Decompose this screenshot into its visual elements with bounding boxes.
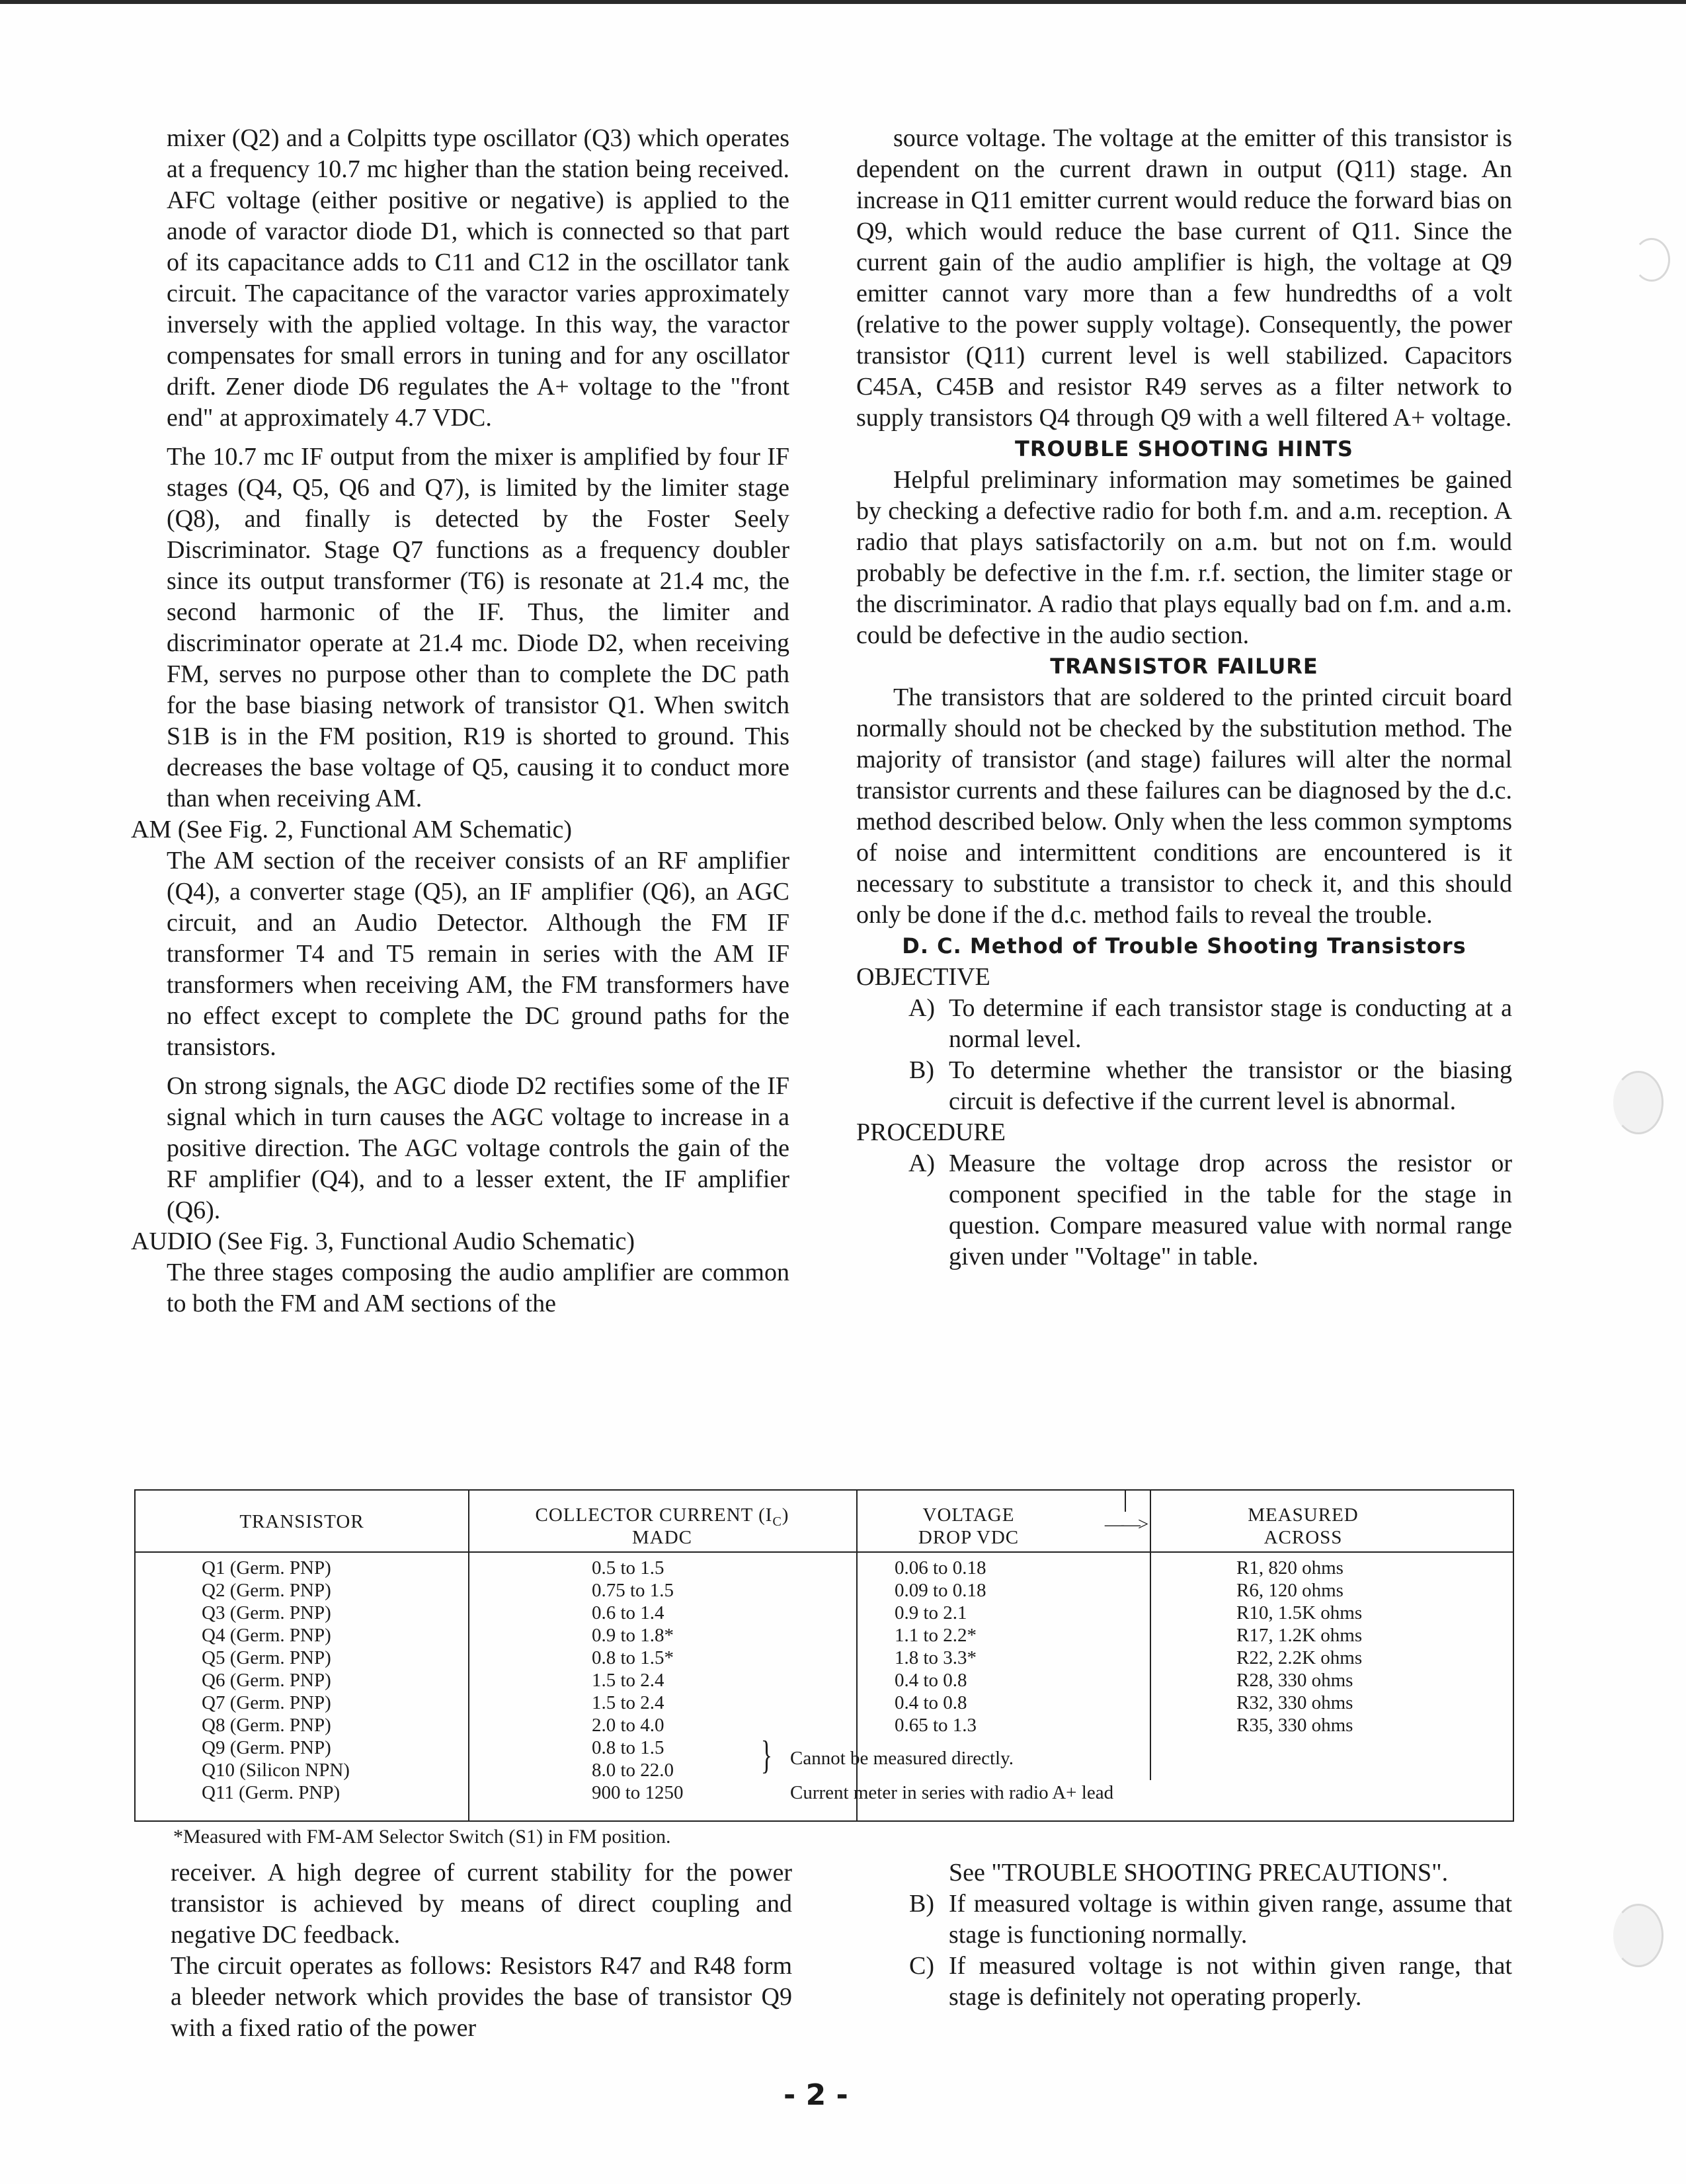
- table-cell-measured: R28, 330 ohms: [1236, 1670, 1353, 1691]
- header-across: ACROSS: [1264, 1527, 1343, 1548]
- binder-hole: [1613, 1904, 1664, 1967]
- header-drop-vdc: DROP VDC: [918, 1527, 1020, 1548]
- table-cell-transistor: Q10 (Silicon NPN): [202, 1760, 350, 1781]
- top-rule: [0, 0, 1686, 4]
- header-tick: [1125, 1491, 1126, 1512]
- table-cell-measured: R17, 1.2K ohms: [1236, 1625, 1363, 1646]
- fm-if-paragraph: The 10.7 mc IF output from the mixer is amplified by four IF stages (Q4, Q5, Q6 and Q7), is limited by the limiter stage (Q8), and finally is detected by the Foster Seely Discriminator. Stage Q7 functions as a frequency doubler since its output transformer (T6) is resonate at 21.4 mc, the second harmonic of the IF. Thus, the limiter and discriminator operate at 21.4 mc. Diode D2, when receiving FM, serves no purpose other than to complete the DC path for the base biasing network of transistor Q1. When switch S1B is in the FM position, R19 is shorted to ground. This decreases the base voltage of Q5, causing it to conduct more than when receiving AM.: [167, 443, 789, 812]
- dc-method-heading: D. C. Method of Trouble Shooting Transistors: [902, 933, 1466, 958]
- header-madc: MADC: [631, 1527, 692, 1548]
- header-underline: [136, 1551, 1150, 1553]
- header-subscript: C: [772, 1514, 782, 1529]
- binder-hole: [1613, 1071, 1664, 1134]
- table-cell-current: 0.9 to 1.8*: [592, 1625, 674, 1646]
- objective-label: OBJECTIVE: [856, 963, 990, 991]
- table-cell-current: 0.6 to 1.4: [592, 1602, 664, 1623]
- item-text: If measured voltage is within given range, assume that stage is functioning normally.: [949, 1890, 1512, 1949]
- transistor-column: [202, 1557, 350, 1804]
- table-cell-transistor: Q8 (Germ. PNP): [202, 1715, 331, 1736]
- header-arrow: ——>: [1104, 1514, 1146, 1535]
- binder-hole-mark: [1633, 238, 1670, 282]
- objective-b-item: [895, 1055, 1512, 1117]
- table-cell-voltage: 0.09 to 0.18: [895, 1580, 986, 1601]
- table-cell-measured: R10, 1.5K ohms: [1236, 1602, 1363, 1623]
- table-cell-voltage: 0.9 to 2.1: [895, 1602, 967, 1623]
- objective-a-item: [895, 993, 1512, 1055]
- current-column: [592, 1557, 684, 1804]
- header-text: COLLECTOR CURRENT (I: [535, 1504, 773, 1526]
- table-cell-transistor: Q4 (Germ. PNP): [202, 1625, 331, 1646]
- table-cell-measured: R32, 330 ohms: [1236, 1692, 1353, 1713]
- table-cell-voltage: 0.4 to 0.8: [895, 1692, 967, 1713]
- measured-column: [1236, 1557, 1362, 1736]
- table-cell-measured: R35, 330 ohms: [1236, 1715, 1353, 1736]
- table-cell-transistor: Q11 (Germ. PNP): [202, 1782, 341, 1803]
- transistor-table: [134, 1489, 1514, 1822]
- transistor-failure-heading: TRANSISTOR FAILURE: [1050, 654, 1318, 679]
- table-cell-current: 0.5 to 1.5: [592, 1557, 664, 1579]
- table-cell-measured: R22, 2.2K ohms: [1236, 1647, 1363, 1668]
- table-cell-transistor: Q9 (Germ. PNP): [202, 1737, 331, 1758]
- header-underline: [1150, 1551, 1513, 1553]
- header-text: ): [782, 1504, 789, 1526]
- page-number: - 2 -: [783, 2078, 848, 2112]
- table-cell-transistor: Q7 (Germ. PNP): [202, 1692, 331, 1713]
- audio-continued-paragraph: source voltage. The voltage at the emitter of this transistor is dependent on the current drawn in output (Q11) stage. An increase in Q11 emitter current would reduce the forward bias on Q9, which would reduce the base current of Q11. Since the current gain of the audio amplifier is high, the voltage at Q9 emitter cannot vary more than a few hundredths of a volt (relative to the power supply voltage). Consequently, the power transistor (Q11) current level is well stabilized. Capacitors C45A, C45B and resistor R49 serves as a filter network to supply transistors Q4 through Q9 with a well filtered A+ voltage.: [856, 124, 1512, 432]
- see-precautions-text: See "TROUBLE SHOOTING PRECAUTIONS".: [949, 1859, 1449, 1887]
- table-cell-current: 0.8 to 1.5: [592, 1737, 664, 1758]
- table-cell-transistor: Q6 (Germ. PNP): [202, 1670, 331, 1691]
- item-text: To determine whether the transistor or the biasing circuit is defective if the current level is abnormal.: [949, 1056, 1512, 1115]
- table-cell-voltage: 0.4 to 0.8: [895, 1670, 967, 1691]
- trouble-shooting-hints-heading: TROUBLE SHOOTING HINTS: [1015, 436, 1353, 461]
- table-cell-current: 8.0 to 22.0: [592, 1760, 674, 1781]
- hints-paragraph: Helpful preliminary information may sometimes be gained by checking a defective radio for both f.m. and a.m. reception. A radio that plays satisfactorily on a.m. but not on f.m. would probably be defective in the f.m. r.f. section, the limiter stage or the discriminator. A radio that plays equally bad on f.m. and a.m. could be defective in the audio section.: [856, 466, 1512, 649]
- table-cell-voltage: 1.1 to 2.2*: [895, 1625, 977, 1646]
- right-column: [856, 123, 1512, 1272]
- table-cell-current: 0.8 to 1.5*: [592, 1647, 674, 1668]
- bottom-right-column: [856, 1857, 1512, 2013]
- audio-section-heading: AUDIO (See Fig. 3, Functional Audio Schematic): [131, 1228, 635, 1255]
- table-cell-transistor: Q1 (Germ. PNP): [202, 1557, 331, 1579]
- left-column: [131, 123, 789, 1319]
- procedure-a-item: [895, 1148, 1512, 1272]
- am-section-paragraph: The AM section of the receiver consists of an RF amplifier (Q4), a converter stage (Q5), an IF amplifier (Q6), an AGC circuit, and an Audio Detector. Although the FM IF transformer T4 and T5 remain in series with the AM IF transformers when receiving AM, the FM transformers have no effect except to complete the DC ground paths for the transistors.: [167, 847, 789, 1061]
- audio-paragraph: The three stages composing the audio amplifier are common to both the FM and AM sections of the: [167, 1259, 789, 1317]
- table-cell-voltage: 1.8 to 3.3*: [895, 1647, 977, 1668]
- item-tag: B): [909, 1890, 934, 1918]
- item-text: Measure the voltage drop across the resistor or component specified in the table for the stage in question. Compare measured value with normal range given under "Voltage" in table.: [949, 1150, 1512, 1270]
- header-measured: MEASURED: [1248, 1504, 1359, 1526]
- stability-paragraph: receiver. A high degree of current stability for the power transistor is achieved by means of direct coupling and negative DC feedback.: [171, 1859, 792, 1949]
- voltage-column: [895, 1557, 986, 1736]
- procedure-b-item: [895, 1889, 1512, 1951]
- table-cell-current: 1.5 to 2.4: [592, 1692, 664, 1713]
- table-cell-current: 900 to 1250: [592, 1782, 684, 1803]
- table-cell-measured: R6, 120 ohms: [1236, 1580, 1344, 1601]
- table-cell-voltage: 0.06 to 0.18: [895, 1557, 986, 1579]
- am-section-heading: AM (See Fig. 2, Functional AM Schematic): [131, 816, 573, 843]
- procedure-label: PROCEDURE: [856, 1118, 1006, 1146]
- item-text: To determine if each transistor stage is conducting at a normal level.: [949, 994, 1512, 1053]
- failure-paragraph: The transistors that are soldered to the printed circuit board normally should not be checked by the substitution method. The majority of transistor (and stage) failures will alter the normal transistor currents and these failures can be diagnosed by the d.c. method described below. Only when the less common symptoms of noise and intermittent conditions are encountered is it necessary to substitute a transistor to check it, and this should only be done if the d.c. method fails to reveal the trouble.: [856, 683, 1512, 929]
- header-transistor: TRANSISTOR: [239, 1511, 364, 1532]
- table-cell-current: 1.5 to 2.4: [592, 1670, 664, 1691]
- table-cell-current: 0.75 to 1.5: [592, 1580, 674, 1601]
- item-tag: C): [909, 1952, 934, 1980]
- table-cell-transistor: Q5 (Germ. PNP): [202, 1647, 331, 1668]
- table-cell-measured: R1, 820 ohms: [1236, 1557, 1344, 1579]
- circuit-paragraph: The circuit operates as follows: Resistors R47 and R48 form a bleeder network which provides the base of transistor Q9 with a fixed ratio of the power: [171, 1952, 792, 2042]
- bottom-left-column: [171, 1857, 792, 2044]
- table-cell-voltage: 0.65 to 1.3: [895, 1715, 977, 1736]
- agc-paragraph: On strong signals, the AGC diode D2 rectifies some of the IF signal which in turn causes the AGC voltage to increase in a positive direction. The AGC voltage controls the gain of the RF amplifier (Q4), and to a lesser extent, the IF amplifier (Q6).: [167, 1072, 789, 1224]
- item-tag: A): [908, 1150, 936, 1177]
- item-tag: B): [909, 1056, 934, 1084]
- cannot-measure-note: Cannot be measured directly.: [790, 1748, 1014, 1769]
- procedure-c-item: [895, 1951, 1512, 2013]
- fm-mixer-paragraph: mixer (Q2) and a Colpitts type oscillator (Q3) which operates at a frequency 10.7 mc higher than the station being received. AFC voltage (either positive or negative) is applied to the anode of varactor diode D1, which is connected so that part of its capacitance adds to C11 and C12 in the oscillator tank circuit. The capacitance of the varactor varies approximately inversely with the applied voltage. In this way, the varactor compensates for small errors in tuning and for any oscillator drift. Zener diode D6 regulates the A+ voltage to the "front end" at approximately 4.7 VDC.: [167, 124, 789, 432]
- item-text: If measured voltage is not within given range, that stage is definitely not operating properly.: [949, 1952, 1512, 2011]
- table-cell-transistor: Q3 (Germ. PNP): [202, 1602, 331, 1623]
- q11-note: Current meter in series with radio A+ lead: [790, 1782, 1114, 1803]
- table-footnote: *Measured with FM-AM Selector Switch (S1) in FM position.: [173, 1826, 671, 1848]
- brace-glyph: }: [760, 1733, 773, 1777]
- table-cell-current: 2.0 to 4.0: [592, 1715, 664, 1736]
- table-cell-transistor: Q2 (Germ. PNP): [202, 1580, 331, 1601]
- item-tag: A): [908, 994, 936, 1022]
- header-voltage: VOLTAGE: [922, 1504, 1015, 1526]
